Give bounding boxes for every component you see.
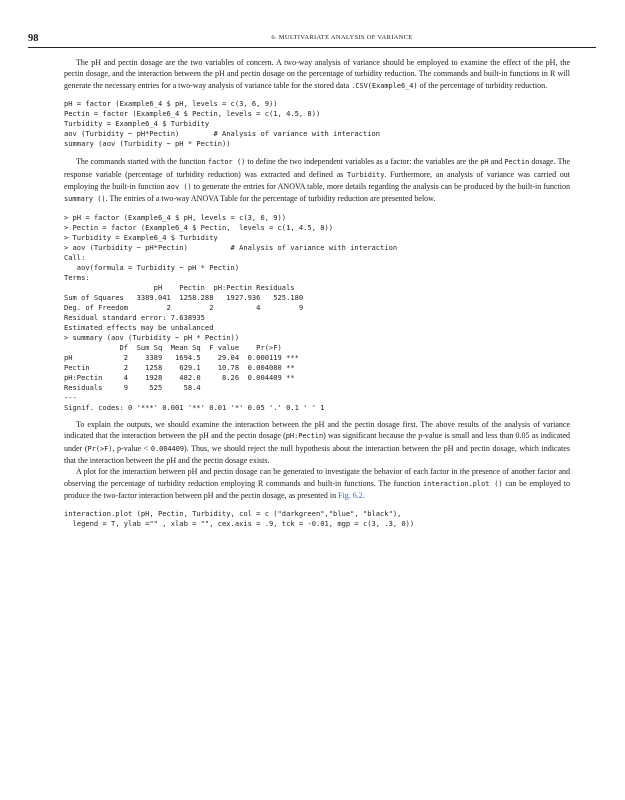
text-run: dosage. The response variable (percentage of turbidity reduction) was extracted and defined as bbox=[64, 157, 571, 179]
code-block-anova-output bbox=[64, 213, 570, 413]
inline-code: .CSV(Example6_4) bbox=[351, 81, 418, 90]
code-line: Residuals 9 525 58.4 bbox=[64, 382, 201, 392]
inline-code: interaction.plot () bbox=[422, 479, 503, 488]
code-line: pH = factor (Example6_4 $ pH, levels = c(3, 6, 9)) bbox=[64, 99, 278, 109]
code-line: > pH = factor (Example6_4 $ pH, levels = c(3, 6, 9)) bbox=[64, 212, 287, 222]
code-line: Turbidity = Example6_4 $ Turbidity bbox=[64, 119, 210, 129]
text-run: to define the two independent variables as a factor: the variables are the bbox=[245, 157, 481, 167]
paragraph-explanation bbox=[64, 156, 570, 206]
code-line: pH:Pectin 4 1928 482.0 8.26 0.004409 ** bbox=[64, 372, 295, 382]
code-line: --- bbox=[64, 392, 77, 402]
text-run: The commands started with the function bbox=[76, 157, 208, 167]
code-line: legend = T, ylab ="" , xlab = "", cex.axis = .9, tck = -0.01, mgp = c(3, .3, 0)) bbox=[64, 518, 415, 528]
code-line: aov(formula = Turbidity ~ pH * Pectin) bbox=[64, 262, 240, 272]
text-run: ) was significant because the p-value is small and less than 0.05 as indicated under ( bbox=[64, 431, 571, 453]
paragraph-interaction-plot bbox=[64, 466, 570, 501]
code-block-interaction-plot bbox=[64, 509, 570, 529]
figure-link[interactable]: Fig. 6.2 bbox=[338, 491, 363, 501]
code-line: summary (aov (Turbidity ~ pH * Pectin)) bbox=[64, 139, 231, 149]
inline-code: pH:Pectin bbox=[285, 432, 324, 441]
code-line: aov (Turbidity ~ pH*Pectin) # Analysis of variance with interaction bbox=[64, 129, 381, 139]
code-line: Deg. of Freedom 2 2 4 9 bbox=[64, 302, 304, 312]
code-line: > Turbidity = Example6_4 $ Turbidity bbox=[64, 232, 218, 242]
text-run: can be employed to produce the two-factor interaction between pH and the pectin dosage, as presented in bbox=[64, 478, 570, 501]
text-run: A plot for the interaction between pH and pectin dosage can be generated to investigate the behavior of each factor in the presence of another factor and observing the percentage of turbidity reduction employing R commands and built-in functions. The function bbox=[64, 467, 570, 488]
inline-code: Turbidity bbox=[347, 170, 385, 179]
text-run: ). Thus, we should reject the null hypothesis about the interaction between the pH and pectin dosage, which indicates that the interaction between the pH and the pectin dosage exists. bbox=[64, 443, 570, 466]
code-line: > summary (aov (Turbidity ~ pH * Pectin)) bbox=[64, 332, 240, 342]
code-line: pH 2 3389 1694.5 29.04 0.000119 *** bbox=[64, 352, 299, 362]
running-title: 6. MULTIVARIATE ANALYSIS OF VARIANCE bbox=[271, 34, 413, 41]
code-line: Estimated effects may be unbalanced bbox=[64, 322, 214, 332]
paragraph-intro bbox=[64, 57, 570, 92]
text-run: . bbox=[362, 491, 365, 501]
page-body bbox=[64, 57, 570, 529]
paragraph-interpretation bbox=[64, 419, 570, 467]
inline-code: Pectin bbox=[504, 158, 530, 167]
inline-code: 0.004409 bbox=[150, 444, 185, 453]
code-line: > aov (Turbidity ~ pH*Pectin) # Analysis of variance with interaction bbox=[64, 242, 398, 252]
text-run: of the percentage of turbidity reduction. bbox=[417, 80, 548, 90]
code-line: Pectin 2 1258 629.1 10.78 0.004080 ** bbox=[64, 362, 295, 372]
code-block-factors bbox=[64, 99, 570, 149]
code-line: Signif. codes: 0 '***' 0.001 '**' 0.01 '*' 0.05 '.' 0.1 ' ' 1 bbox=[64, 402, 325, 412]
inline-code: pH bbox=[480, 158, 489, 167]
code-line: Call: bbox=[64, 252, 86, 262]
text-run: . The entries of a two-way ANOVA Table for the percentage of turbidity reduction are presented below. bbox=[105, 194, 436, 204]
inline-code: factor () bbox=[207, 158, 246, 167]
inline-code: Pr(>F) bbox=[87, 444, 113, 453]
code-line: Residual standard error: 7.638935 bbox=[64, 312, 205, 322]
code-line: > Pectin = factor (Example6_4 $ Pectin, levels = c(1, 4.5, 8)) bbox=[64, 222, 334, 232]
code-line: pH Pectin pH:Pectin Residuals bbox=[64, 282, 295, 292]
code-line: interaction.plot (pH, Pectin, Turbidity, col = c ("darkgreen","blue", "black"), bbox=[64, 508, 402, 518]
text-run: to generate the entries for ANOVA table, more details regarding the analysis can be produced by the built-in function bbox=[191, 182, 570, 192]
inline-code: summary () bbox=[64, 195, 106, 204]
text-run: , p-value < bbox=[112, 443, 151, 453]
code-line: Df Sum Sq Mean Sq F value Pr(>F) bbox=[64, 342, 282, 352]
page-header bbox=[28, 33, 596, 48]
inline-code: aov () bbox=[166, 183, 192, 192]
text-run: The pH and pectin dosage are the two variables of concern. A two-way analysis of variance should be employed to examine the effect of the pH, the pectin dosage, and the interaction between the pH and pectin dosage on the percentage of turbidity reduction. The commands and built-in functions in R will generate the necessary entries for a two-way analysis of variance table for the stored data bbox=[64, 58, 570, 90]
code-line: Pectin = factor (Example6_4 $ Pectin, levels = c(1, 4.5, 8)) bbox=[64, 109, 321, 119]
code-line: Sum of Squares 3389.041 1258.288 1927.936 525.180 bbox=[64, 292, 304, 302]
text-run: . Furthermore, an analysis of variance was carried out employing the built-in function bbox=[64, 169, 571, 192]
code-line: Terms: bbox=[64, 272, 90, 282]
text-run: and bbox=[488, 157, 505, 167]
text-run: To explain the outputs, we should examine the interaction between the pH and the pectin dosage first. The above results of the analysis of variance indicated that the interaction between the pH and the pectin dosage ( bbox=[64, 419, 570, 441]
page-number: 98 bbox=[28, 33, 39, 44]
